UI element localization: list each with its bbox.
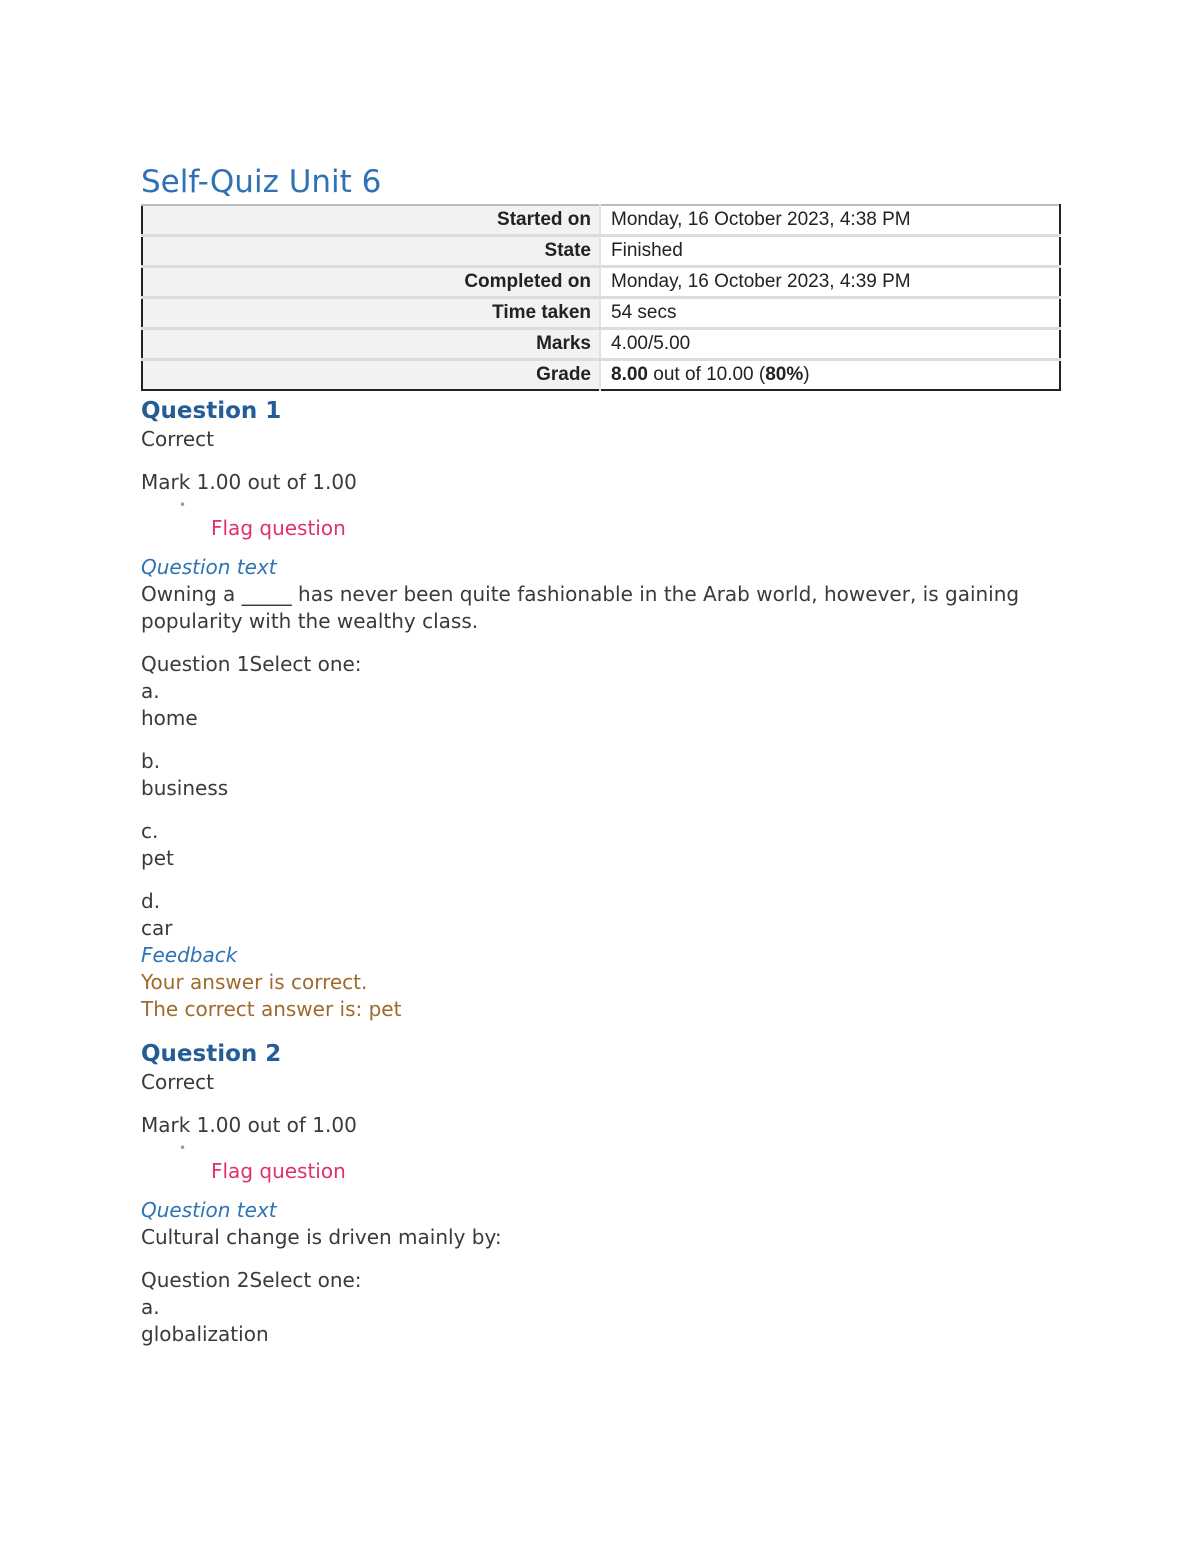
option-letter: a. (141, 679, 160, 703)
question-mark: Mark 1.00 out of 1.00 (141, 470, 357, 494)
question-status: Correct (141, 427, 214, 451)
summary-value: Finished (600, 236, 1060, 267)
summary-row-time (142, 298, 1060, 329)
option-text: pet (141, 846, 174, 870)
question-text-label: Question text (141, 1198, 277, 1222)
summary-label: Completed on (142, 267, 600, 298)
grade-value (600, 360, 1060, 391)
option-letter: b. (141, 749, 161, 773)
flag-question-link[interactable]: Flag question (211, 516, 346, 540)
page-title: Self-Quiz Unit 6 (141, 164, 382, 200)
question-2 (141, 1039, 1061, 1348)
flag-question-link[interactable]: Flag question (211, 1159, 346, 1183)
bullet-icon: • (179, 1141, 187, 1155)
summary-value: 4.00/5.00 (600, 329, 1060, 360)
option-text: business (141, 776, 229, 800)
attempt-summary-table (141, 204, 1061, 391)
question-1 (141, 396, 1061, 1023)
grade-score: 8.00 (611, 364, 648, 385)
answer-option[interactable] (141, 888, 1061, 942)
grade-percent: 80% (765, 364, 804, 385)
option-text: car (141, 916, 173, 940)
flag-question-item (141, 496, 1061, 554)
option-letter: c. (141, 819, 159, 843)
grade-text-end: ) (803, 364, 810, 385)
correct-answer-text: The correct answer is: pet (141, 997, 402, 1021)
question-heading: Question 2 (141, 1041, 282, 1067)
question-mark: Mark 1.00 out of 1.00 (141, 1113, 357, 1137)
question-text: Owning a _____ has never been quite fashionable in the Arab world, however, is gaining popularity with the wealthy class. (141, 582, 1020, 633)
option-letter: d. (141, 889, 161, 913)
summary-label: Started on (142, 205, 600, 236)
grade-text: out of 10.00 ( (647, 364, 766, 385)
option-text: globalization (141, 1322, 269, 1346)
select-prompt: Question 1Select one: (141, 652, 362, 676)
question-text: Cultural change is driven mainly by: (141, 1225, 502, 1249)
answer-option[interactable] (141, 818, 1061, 872)
quiz-review-page (141, 160, 1061, 1348)
summary-row-completed (142, 267, 1060, 298)
answer-option[interactable] (141, 678, 1061, 732)
summary-label: Time taken (142, 298, 600, 329)
answer-option[interactable] (141, 748, 1061, 802)
summary-label: Marks (142, 329, 600, 360)
bullet-icon: • (179, 498, 187, 512)
question-status: Correct (141, 1070, 214, 1094)
feedback-label: Feedback (141, 943, 238, 967)
flag-question-item (141, 1139, 1061, 1197)
summary-label: State (142, 236, 600, 267)
select-prompt: Question 2Select one: (141, 1268, 362, 1292)
summary-value: Monday, 16 October 2023, 4:39 PM (600, 267, 1060, 298)
option-text: home (141, 706, 198, 730)
question-text-label: Question text (141, 555, 277, 579)
summary-row-marks (142, 329, 1060, 360)
summary-value: Monday, 16 October 2023, 4:38 PM (600, 205, 1060, 236)
feedback-text: Your answer is correct. (141, 970, 368, 994)
summary-row-started (142, 205, 1060, 236)
option-letter: a. (141, 1295, 160, 1319)
answer-option[interactable] (141, 1294, 1061, 1348)
summary-row-grade (142, 360, 1060, 391)
summary-label: Grade (142, 360, 600, 391)
summary-row-state (142, 236, 1060, 267)
question-heading: Question 1 (141, 398, 282, 424)
summary-value: 54 secs (600, 298, 1060, 329)
